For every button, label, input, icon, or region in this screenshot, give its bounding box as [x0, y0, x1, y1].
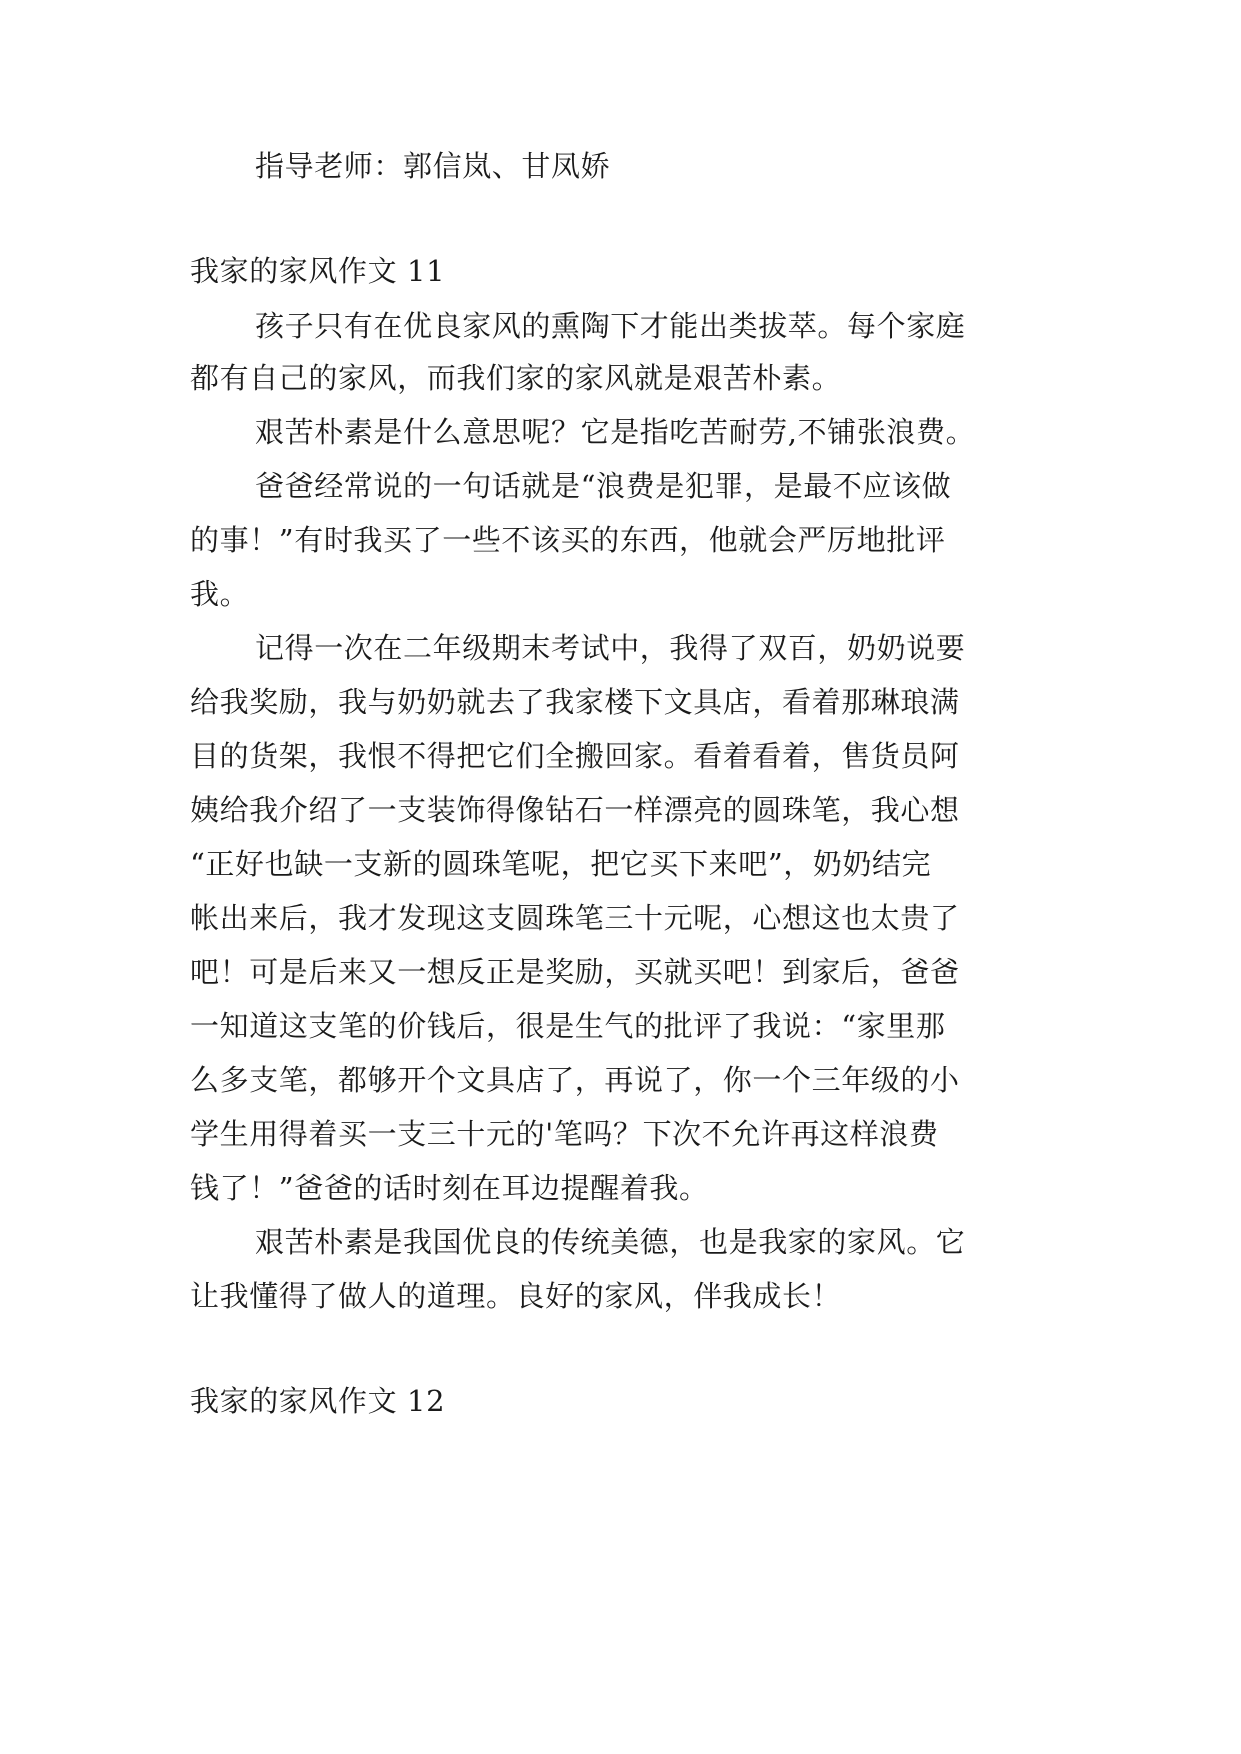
text-line: 一知道这支笔的价钱后，很是生气的批评了我说：“家里那 [190, 1009, 946, 1043]
essay-12-heading: 我家的家风作文 12 [190, 1384, 446, 1418]
text-line: 爸爸经常说的一句话就是“浪费是犯罪，是最不应该做 [255, 469, 952, 503]
text-line: “正好也缺一支新的圆珠笔呢，把它买下来吧”，奶奶结完 [190, 847, 932, 881]
essay-11-heading: 我家的家风作文 11 [190, 254, 446, 288]
text-line: 我。 [190, 577, 250, 611]
text-line: 艰苦朴素是什么意思呢？它是指吃苦耐劳,不铺张浪费。 [255, 415, 976, 449]
text-line: 姨给我介绍了一支装饰得像钻石一样漂亮的圆珠笔，我心想 [190, 793, 960, 827]
text-line: 都有自己的家风，而我们家的家风就是艰苦朴素。 [190, 361, 842, 395]
text-line: 帐出来后，我才发现这支圆珠笔三十元呢，心想这也太贵了 [190, 901, 960, 935]
text-line: 的事！”有时我买了一些不该买的东西，他就会严厉地批评 [190, 523, 946, 557]
text-line: 孩子只有在优良家风的熏陶下才能出类拔萃。每个家庭 [255, 309, 966, 343]
text-line: 学生用得着买一支三十元的'笔吗？下次不允许再这样浪费 [190, 1117, 939, 1151]
advisor-line: 指导老师：郭信岚、甘凤娇 [255, 149, 611, 183]
text-line: 钱了！”爸爸的话时刻在耳边提醒着我。 [190, 1171, 709, 1205]
text-line: 么多支笔，都够开个文具店了，再说了，你一个三年级的小 [190, 1063, 960, 1097]
text-line: 吧！可是后来又一想反正是奖励，买就买吧！到家后，爸爸 [190, 955, 960, 989]
text-line: 给我奖励，我与奶奶就去了我家楼下文具店，看着那琳琅满 [190, 685, 960, 719]
text-line: 艰苦朴素是我国优良的传统美德，也是我家的家风。它 [255, 1225, 966, 1259]
text-line: 让我懂得了做人的道理。良好的家风，伴我成长！ [190, 1279, 842, 1313]
text-line: 记得一次在二年级期末考试中，我得了双百，奶奶说要 [255, 631, 966, 665]
text-line: 目的货架，我恨不得把它们全搬回家。看着看着，售货员阿 [190, 739, 960, 773]
